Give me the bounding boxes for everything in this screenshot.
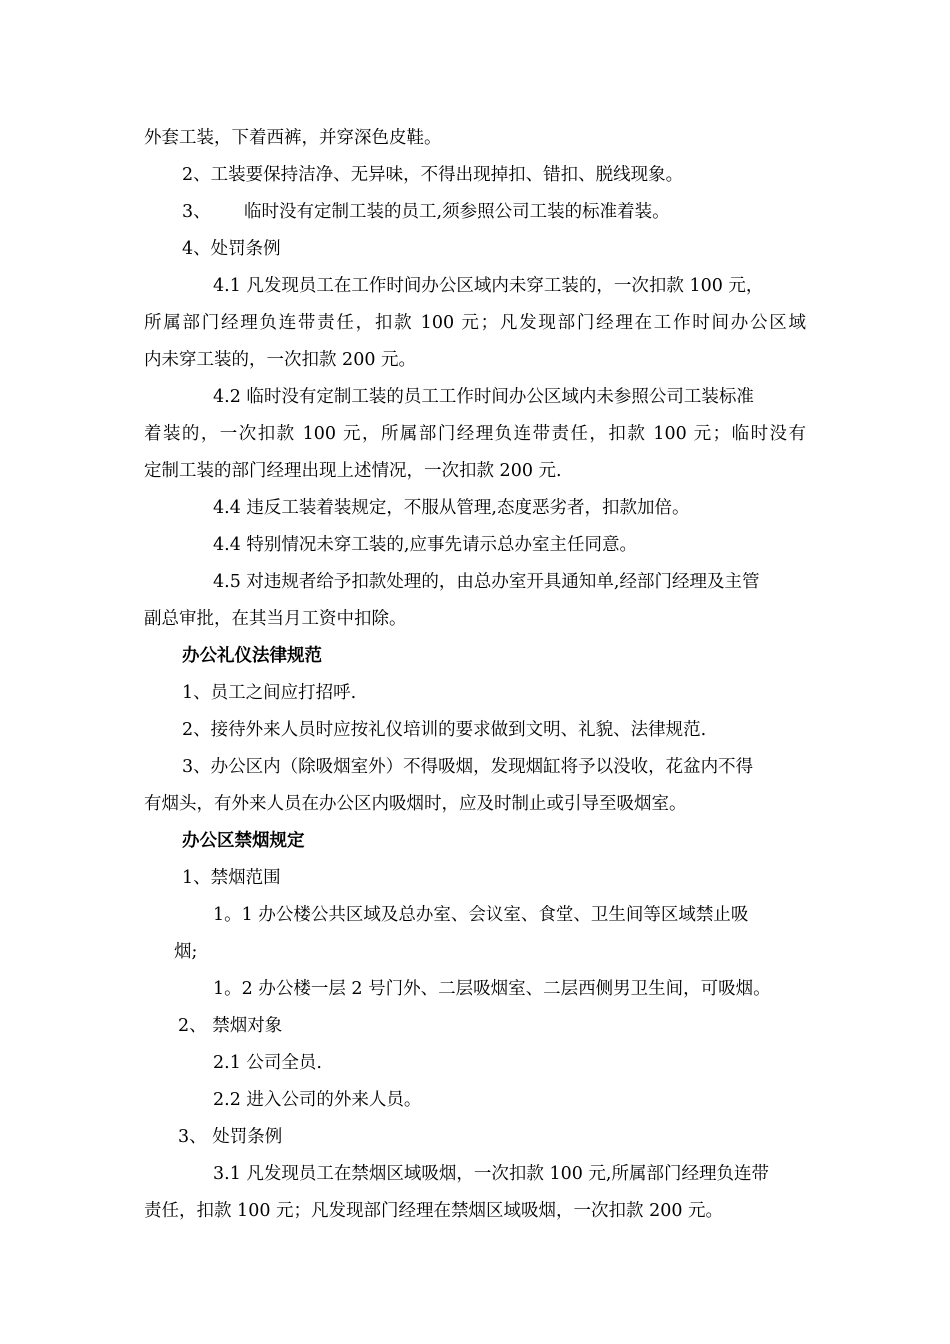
text-line: 着装的，一次扣款 100 元，所属部门经理负连带责任，扣款 100 元；临时没有	[144, 424, 806, 444]
text-line: 2、接待外来人员时应按礼仪培训的要求做到文明、礼貌、法律规范.	[182, 720, 707, 740]
text-line: 3、办公区内（除吸烟室外）不得吸烟，发现烟缸将予以没收，花盆内不得	[182, 757, 754, 777]
text-line: 4.5 对违规者给予扣款处理的，由总办室开具通知单,经部门经理及主管	[213, 572, 760, 592]
text-line: 所属部门经理负连带责任，扣款 100 元；凡发现部门经理在工作时间办公区域	[144, 313, 806, 333]
text-line: 3.1 凡发现员工在禁烟区域吸烟，一次扣款 100 元,所属部门经理负连带	[213, 1164, 769, 1184]
text-line: 定制工装的部门经理出现上述情况，一次扣款 200 元.	[144, 461, 562, 481]
section-title: 办公礼仪法律规范	[182, 646, 322, 666]
text-line: 4.4 特别情况未穿工装的,应事先请示总办室主任同意。	[213, 535, 637, 555]
section-heading: 2、 禁烟对象	[178, 1016, 283, 1036]
text-line: 内未穿工装的，一次扣款 200 元。	[144, 350, 417, 370]
section-heading: 4、处罚条例	[182, 239, 281, 259]
text-line: 副总审批，在其当月工资中扣除。	[144, 609, 407, 629]
text-line: 3、 临时没有定制工装的员工,须参照公司工装的标准着装。	[182, 202, 670, 222]
text-line: 烟;	[174, 942, 198, 962]
section-heading: 3、 处罚条例	[178, 1127, 283, 1147]
text-line: 4.1 凡发现员工在工作时间办公区域内未穿工装的，一次扣款 100 元，	[213, 276, 764, 296]
text-line: 2.2 进入公司的外来人员。	[213, 1090, 422, 1110]
text-line: 有烟头，有外来人员在办公区内吸烟时，应及时制止或引导至吸烟室。	[144, 794, 687, 814]
text-line: 1。2 办公楼一层 2 号门外、二层吸烟室、二层西侧男卫生间，可吸烟。	[213, 979, 771, 999]
text-line: 2、工装要保持洁净、无异味，不得出现掉扣、错扣、脱线现象。	[182, 165, 684, 185]
text-line: 责任，扣款 100 元；凡发现部门经理在禁烟区域吸烟，一次扣款 200 元。	[144, 1201, 724, 1221]
text-line: 1、员工之间应打招呼.	[182, 683, 357, 703]
text-line: 4.4 违反工装着装规定，不服从管理,态度恶劣者，扣款加倍。	[213, 498, 690, 518]
text-line: 外套工装，下着西裤，并穿深色皮鞋。	[144, 128, 442, 148]
text-line: 4.2 临时没有定制工装的员工工作时间办公区域内未参照公司工装标准	[213, 387, 754, 407]
text-line: 1。1 办公楼公共区域及总办室、会议室、食堂、卫生间等区域禁止吸	[213, 905, 749, 925]
section-heading: 1、禁烟范围	[182, 868, 281, 888]
text-line: 2.1 公司全员.	[213, 1053, 322, 1073]
section-title: 办公区禁烟规定	[182, 831, 305, 851]
